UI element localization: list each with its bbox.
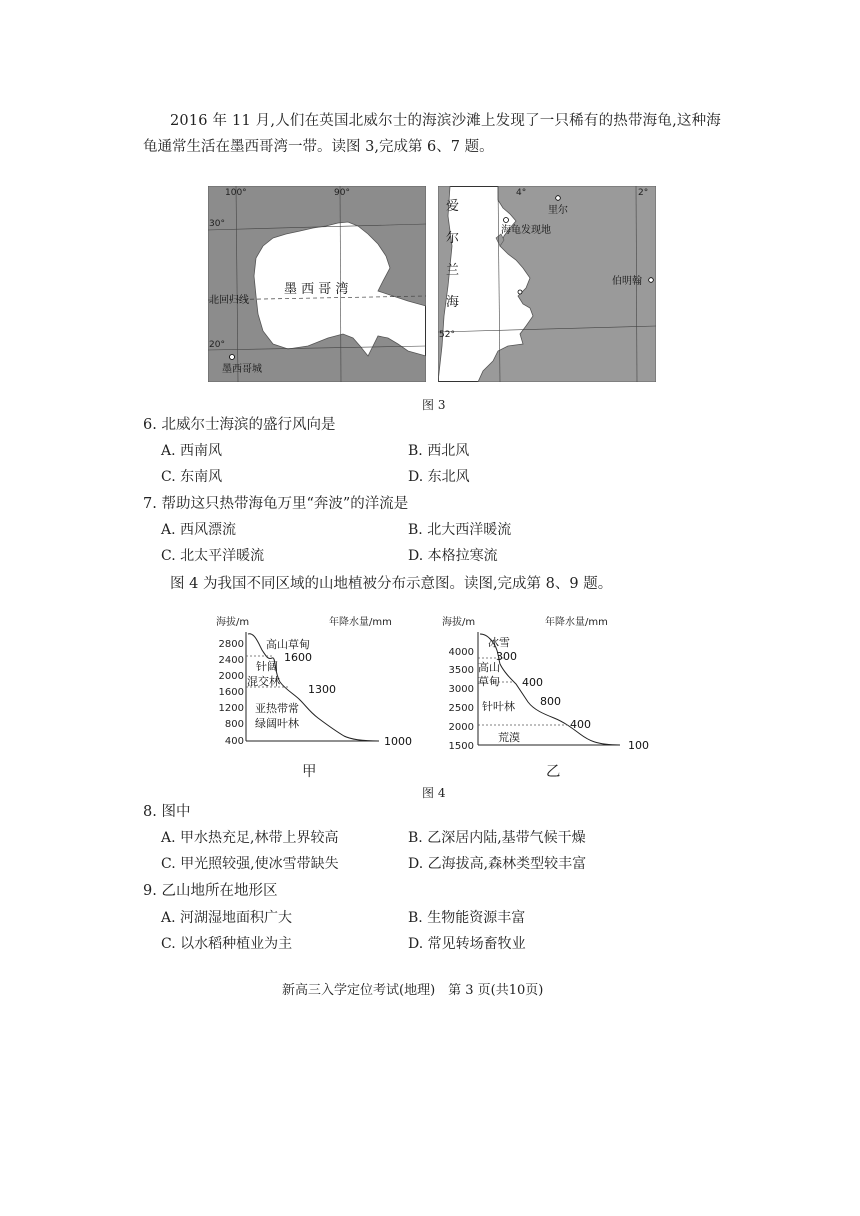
intro-fig4: 图 4 为我国不同区域的山地植被分布示意图。读图,完成第 8、9 题。 — [170, 576, 613, 592]
mountain-profile-jia — [214, 612, 414, 752]
q8-stem: 8. 图中 — [143, 804, 191, 820]
q9-option-a[interactable]: A. 河湖湿地面积广大 — [161, 910, 293, 926]
yi-ytick-3500: 3500 — [448, 665, 474, 676]
yi-zone-snow: 冰雪 — [488, 636, 510, 649]
lat-20-label: 20° — [209, 340, 225, 350]
q9-stem: 9. 乙山地所在地形区 — [143, 883, 278, 899]
jia-ytick-2800: 2800 — [218, 639, 244, 650]
q8-option-b[interactable]: B. 乙深居内陆,基带气候干燥 — [408, 830, 586, 846]
jia-ytick-400: 400 — [224, 736, 244, 747]
fig3-caption: 图 3 — [422, 398, 446, 412]
yi-zone-meadow-2: 草甸 — [478, 675, 500, 688]
yi-ytick-1500: 1500 — [448, 741, 474, 752]
q8-option-d[interactable]: D. 乙海拔高,森林类型较丰富 — [408, 856, 587, 872]
yi-precip-400-lower: 400 — [570, 718, 591, 731]
mountain-profile-yi — [440, 612, 660, 752]
jia-precip-1300: 1300 — [308, 683, 336, 696]
jia-zone-mixed-2: 混交林 — [247, 675, 280, 688]
jia-ytick-2000: 2000 — [218, 671, 244, 682]
q6-option-d[interactable]: D. 东北风 — [408, 469, 470, 485]
yi-ytick-3000: 3000 — [448, 684, 474, 695]
sea-char-2: 尔 — [446, 231, 460, 246]
lon-100-label: 100° — [225, 188, 247, 198]
sea-char-3: 兰 — [446, 263, 460, 278]
q7-option-b[interactable]: B. 北大西洋暖流 — [408, 522, 512, 538]
yi-ytick-4000: 4000 — [448, 647, 474, 658]
yi-precip-300: 300 — [496, 650, 517, 663]
yi-ylabel: 海拔/m — [442, 617, 476, 628]
jia-ytick-1200: 1200 — [218, 703, 244, 714]
jia-precip-1600: 1600 — [284, 651, 312, 664]
intro-line-1: 2016 年 11 月,人们在英国北威尔士的海滨沙滩上发现了一只稀有的热带海龟,这种海 — [170, 113, 721, 129]
q8-option-a[interactable]: A. 甲水热充足,林带上界较高 — [161, 830, 339, 846]
q7-option-d[interactable]: D. 本格拉寒流 — [408, 548, 498, 564]
jia-ytick-800: 800 — [224, 719, 244, 730]
intro-line-2: 龟通常生活在墨西哥湾一带。读图 3,完成第 6、7 题。 — [143, 139, 494, 155]
lille-marker — [556, 196, 561, 201]
jia-zone-meadow: 高山草甸 — [266, 638, 310, 651]
q9-option-c[interactable]: C. 以水稻种植业为主 — [161, 936, 293, 952]
coast-marker — [518, 290, 522, 294]
q6-stem: 6. 北威尔士海滨的盛行风向是 — [143, 417, 336, 433]
yi-zone-meadow-1: 高山 — [478, 661, 500, 674]
yi-ytick-2500: 2500 — [448, 703, 474, 714]
tropic-label: 北回归线 — [209, 295, 249, 306]
yi-ytick-2000: 2000 — [448, 722, 474, 733]
jia-ytick-1600: 1600 — [218, 687, 244, 698]
q7-stem: 7. 帮助这只热带海龟万里“奔波”的洋流是 — [143, 496, 409, 512]
q8-option-c[interactable]: C. 甲光照较强,使冰雪带缺失 — [161, 856, 339, 872]
q6-option-b[interactable]: B. 西北风 — [408, 443, 470, 459]
yi-precip-100: 100 — [628, 739, 649, 752]
q7-option-a[interactable]: A. 西风漂流 — [161, 522, 237, 538]
jia-zone-evergreen-2: 绿阔叶林 — [255, 717, 299, 730]
yi-zone-desert: 荒漠 — [498, 731, 520, 744]
page-footer: 新高三入学定位考试(地理) 第 3 页(共10页) — [282, 983, 544, 998]
q7-option-c[interactable]: C. 北太平洋暖流 — [161, 548, 265, 564]
birmingham-marker — [649, 278, 654, 283]
yi-precip-800: 800 — [540, 695, 561, 708]
fig4-caption: 图 4 — [422, 786, 446, 800]
lon-4-label: 4° — [516, 188, 527, 198]
irish-sea-map — [438, 186, 656, 382]
fig4-label-yi: 乙 — [546, 764, 561, 780]
q6-option-a[interactable]: A. 西南风 — [161, 443, 223, 459]
jia-ytick-2400: 2400 — [218, 655, 244, 666]
jia-ylabel: 海拔/m — [216, 617, 250, 628]
q9-option-d[interactable]: D. 常见转场畜牧业 — [408, 936, 526, 952]
lon-90-label: 90° — [334, 188, 350, 198]
sea-char-1: 爱 — [446, 199, 460, 214]
lille-label: 里尔 — [548, 205, 568, 216]
jia-precip-1000: 1000 — [384, 735, 412, 748]
mexico-city-marker — [230, 355, 235, 360]
gulf-of-mexico-map — [208, 186, 426, 382]
lon-2-label: 2° — [638, 188, 649, 198]
turtle-found-label: 海龟发现地 — [501, 225, 551, 236]
sea-char-4: 海 — [446, 295, 460, 310]
mexico-city-label: 墨西哥城 — [222, 364, 262, 375]
yi-precip-400-upper: 400 — [522, 676, 543, 689]
yi-zone-conifer: 针叶林 — [482, 700, 515, 713]
lat-52-label: 52° — [439, 330, 455, 340]
yi-rlabel: 年降水量/mm — [545, 617, 608, 628]
fig4-label-jia: 甲 — [302, 764, 317, 780]
jia-zone-mixed-1: 针阔 — [256, 660, 278, 673]
q6-option-c[interactable]: C. 东南风 — [161, 469, 223, 485]
jia-zone-evergreen-1: 亚热带常 — [255, 702, 299, 715]
turtle-found-marker — [504, 218, 509, 223]
gulf-label: 墨 西 哥 湾 — [284, 282, 349, 297]
lat-30-label: 30° — [209, 219, 225, 229]
jia-rlabel: 年降水量/mm — [329, 617, 392, 628]
q9-option-b[interactable]: B. 生物能资源丰富 — [408, 910, 526, 926]
birmingham-label: 伯明翰 — [612, 276, 642, 287]
